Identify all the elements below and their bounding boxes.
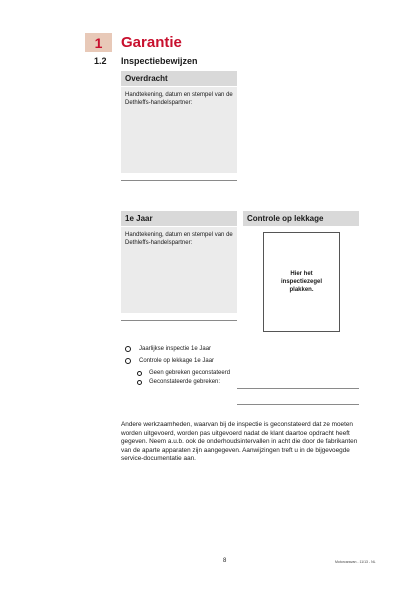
defects-label: Geconstateerde gebreken: — [149, 379, 221, 385]
year1-header: 1e Jaar — [121, 211, 237, 226]
defects-answer-line-1[interactable] — [237, 388, 359, 389]
leak-check-header: Controle op lekkage — [243, 211, 359, 226]
leak-check-option[interactable] — [125, 357, 214, 365]
inspection-notice-paragraph: Andere werkzaamheden, waarvan bij de inspectie is geconstateerd dat ze moeten worden uitgevoerd, worden pas uitgevoerd nadat de klant daartoe opdracht heeft gegeven. Neem a.u.b. ook de onderhoudsintervallen in acht die door de fabrikanten van de aparte apparaten zijn aangegeven. Aanwijzingen treft u in de bijgevoegde service-documentatie aan. — [121, 421, 358, 463]
page-number: 8 — [223, 558, 227, 564]
radio-circle-icon[interactable] — [125, 358, 131, 364]
defects-answer-line-2[interactable] — [237, 404, 359, 405]
leak-check-label: Controle op lekkage 1e Jaar — [139, 358, 215, 364]
year1-signature-field[interactable]: Handtekening, datum en stempel van de Dethleffs-handelspartner: — [121, 227, 237, 313]
chapter-number: 1 — [85, 33, 112, 52]
footer-code: Motorcaravan - 11/13 - NL — [335, 560, 376, 564]
no-defects-option[interactable] — [137, 369, 230, 377]
no-defects-label: Geen gebreken geconstateerd — [149, 370, 231, 376]
section-number: 1.2 — [94, 56, 107, 66]
radio-circle-icon[interactable] — [137, 380, 142, 385]
year1-bottom-line — [121, 320, 237, 321]
defects-option[interactable] — [137, 378, 220, 386]
section-title: Inspectiebewijzen — [121, 56, 198, 66]
radio-circle-icon[interactable] — [137, 371, 142, 376]
inspection-seal-text: Hier het inspectiezegel plakken. — [280, 271, 322, 293]
annual-inspection-label: Jaarlijkse inspectie 1e Jaar — [139, 346, 212, 352]
radio-circle-icon[interactable] — [125, 346, 131, 352]
annual-inspection-option[interactable] — [125, 345, 211, 353]
handover-header: Overdracht — [121, 71, 237, 86]
handover-signature-field[interactable]: Handtekening, datum en stempel van de Dethleffs-handelspartner: — [121, 87, 237, 173]
chapter-title: Garantie — [121, 34, 182, 51]
handover-bottom-line — [121, 180, 237, 181]
inspection-seal-area — [263, 232, 340, 332]
